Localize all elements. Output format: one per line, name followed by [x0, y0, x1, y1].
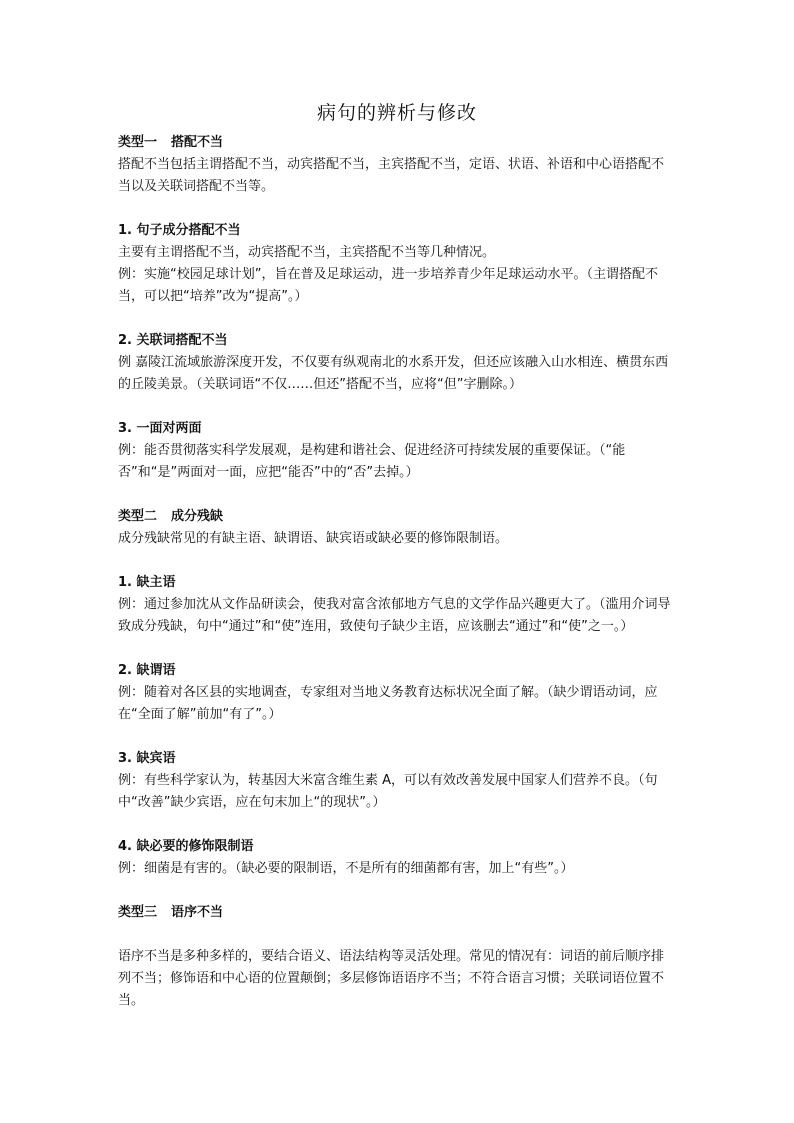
type2-label: 类型二 — [118, 509, 158, 524]
type1-label: 类型一 — [118, 135, 158, 150]
type1-section2-heading: 2. 关联词搭配不当 — [118, 333, 228, 348]
type2-section4-example: 例：细菌是有害的。（缺必要的限制语，不是所有的细菌都有害，加上“有些”。） — [118, 861, 574, 876]
type2-section1-example: 例：通过参加沈从文作品研读会，使我对富含浓郁地方气息的文学作品兴趣更大了。（滥用介词导致成分残缺，句中“通过”和“使”连用，致使句子缺少主语，应该删去“通过”和“使”之一。） — [118, 597, 671, 634]
type2-name: 成分残缺 — [171, 509, 224, 524]
type2-section4-heading: 4. 缺必要的修饰限制语 — [118, 839, 254, 854]
type1-intro: 搭配不当包括主谓搭配不当，动宾搭配不当，主宾搭配不当，定语、状语、补语和中心语搭配不当以及关联词搭配不当等。 — [118, 157, 665, 194]
type2-section2-example: 例：随着对各区县的实地调查，专家组对当地义务教育达标状况全面了解。（缺少谓语动词，应在“全面了解”前加“有了”。） — [118, 685, 658, 722]
type2-section3-example: 例：有些科学家认为，转基因大米富含维生素 A，可以有效改善发展中国家人们营养不良。（句中“改善”缺少宾语，应在句末加上“的现状”。） — [118, 773, 658, 810]
type2-heading — [118, 506, 676, 528]
type2-section1-heading: 1. 缺主语 — [118, 575, 176, 590]
type1-section1-example: 例：实施“校园足球计划”，旨在普及足球运动，进一步培养青少年足球运动水平。（主谓搭配不当，可以把“培养”改为“提高”。） — [118, 267, 658, 304]
type1-section3-heading: 3. 一面对两面 — [118, 421, 202, 436]
type2-intro: 成分残缺常见的有缺主语、缺谓语、缺宾语或缺必要的修饰限制语。 — [118, 531, 509, 546]
type3-heading — [118, 902, 676, 924]
type1-section2-example: 例 嘉陵江流域旅游深度开发，不仅要有纵观南北的水系开发，但还应该融入山水相连、横贯东西的丘陵美景。（关联词语“不仅……但还”搭配不当，应将“但”字删除。） — [118, 355, 669, 392]
type3-name: 语序不当 — [171, 905, 224, 920]
type1-section3-example: 例：能否贯彻落实科学发展观，是构建和谐社会、促进经济可持续发展的重要保证。（“能否”和“是”两面对一面，应把“能否”中的“否”去掉。） — [118, 443, 626, 480]
type2-section3-heading: 3. 缺宾语 — [118, 751, 176, 766]
document-title: 病句的辨析与修改 — [316, 102, 477, 124]
type1-section1-line1: 主要有主谓搭配不当，动宾搭配不当，主宾搭配不当等几种情况。 — [118, 245, 496, 260]
type1-heading — [118, 132, 676, 154]
type1-name: 搭配不当 — [171, 135, 224, 150]
type2-section2-heading: 2. 缺谓语 — [118, 663, 176, 678]
type1-section1-heading: 1. 句子成分搭配不当 — [118, 223, 241, 238]
type3-label: 类型三 — [118, 905, 158, 920]
type3-intro: 语序不当是多种多样的，要结合语义、语法结构等灵活处理。常见的情况有：词语的前后顺序排列不当；修饰语和中心语的位置颠倒；多层修饰语语序不当；不符合语言习惯；关联词语位置不当。 — [118, 949, 665, 1008]
